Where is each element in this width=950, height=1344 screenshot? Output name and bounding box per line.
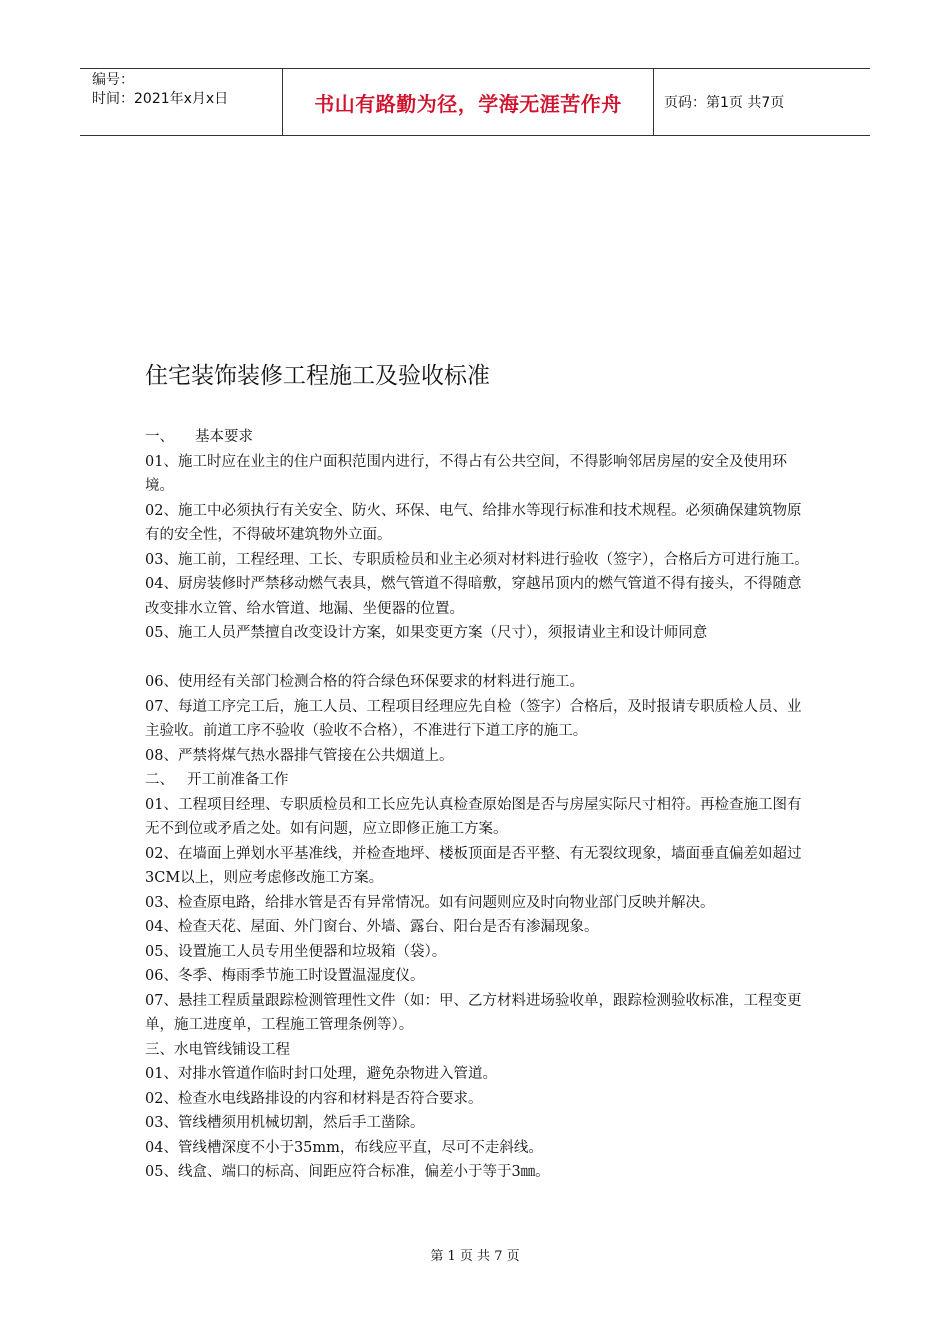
section-heading-1 — [145, 425, 810, 450]
section-heading-2 — [145, 768, 810, 793]
list-item: 02、施工中必须执行有关安全、防火、环保、电气、给排水等现行标准和技术规程。必须确保建筑物原有的安全性，不得破坏建筑物外立面。 — [145, 502, 802, 543]
list-item: 03、检查原电路，给排水管是否有异常情况。如有问题则应及时向物业部门反映并解决。 — [145, 894, 715, 911]
list-item: 05、施工人员严禁擅自改变设计方案，如果变更方案（尺寸），须报请业主和设计师同意 — [145, 625, 708, 641]
list-item: 04、厨房装修时严禁移动燃气表具，燃气管道不得暗敷，穿越吊顶内的燃气管道不得有接头，不得随意改变排水立管、给水管道、地漏、坐便器的位置。 — [145, 576, 802, 617]
list-item: 06、使用经有关部门检测合格的符合绿色环保要求的材料进行施工。 — [145, 674, 584, 690]
header-page-info-cell — [654, 69, 870, 135]
list-item: 05、线盒、端口的标高、间距应符合标准，偏差小于等于3㎜。 — [145, 1164, 550, 1180]
list-item: 02、检查水电线路排设的内容和材料是否符合要求。 — [145, 1090, 483, 1107]
section-heading-3: 三、水电管线铺设工程 — [145, 1041, 290, 1058]
list-item: 03、施工前，工程经理、工长、专职质检员和业主必须对材料进行验收（签字），合格后方可进行施工。 — [145, 551, 809, 568]
header-meta — [80, 69, 282, 135]
list-item: 04、管线槽深度不小于35mm，布线应平直，尽可不走斜线。 — [145, 1139, 543, 1156]
blank-line — [145, 646, 810, 671]
list-item: 05、设置施工人员专用坐便器和垃圾箱（袋）。 — [145, 943, 447, 960]
list-item: 07、每道工序完工后，施工人员、工程项目经理应先自检（签字）合格后，及时报请专职质检人员、业主验收。前道工序不验收（验收不合格），不准进行下道工序的施工。 — [145, 698, 802, 739]
section-number: 一、 — [145, 429, 174, 445]
list-item: 02、在墙面上弹划水平基准线，并检查地坪、楼板顶面是否平整、有无裂纹现象，墙面垂直偏差如超过3CM以上，则应考虑修改施工方案。 — [145, 845, 802, 886]
list-item: 06、冬季、梅雨季节施工时设置温湿度仪。 — [145, 968, 425, 984]
doc-time-label: 时间：2021年x月x日 — [92, 91, 229, 107]
section-number: 二、 — [145, 772, 174, 788]
doc-number-label: 编号： — [92, 72, 134, 88]
list-item: 01、工程项目经理、专职质检员和工长应先认真检查原始图是否与房屋实际尺寸相符。再检查施工图有无不到位或矛盾之处。如有问题，应立即修正施工方案。 — [145, 796, 802, 837]
list-item: 04、检查天花、屋面、外门窗台、外墙、露台、阳台是否有渗漏现象。 — [145, 919, 599, 935]
document-title: 住宅装饰装修工程施工及验收标准 — [145, 363, 490, 389]
document-body — [145, 425, 810, 1185]
list-item: 01、对排水管道作临时封口处理，避免杂物进入管道。 — [145, 1066, 497, 1082]
list-item: 07、悬挂工程质量跟踪检测管理性文件（如：甲、乙方材料进场验收单，跟踪检测验收标准，工程变更单，施工进度单，工程施工管理条例等）。 — [145, 992, 802, 1033]
header-motto-cell — [282, 69, 654, 135]
header-page-info: 页码：第1页 共7页 — [664, 95, 785, 111]
page-footer: 第 1 页 共 7 页 — [430, 1249, 520, 1264]
list-item: 03、管线槽须用机械切割，然后手工凿除。 — [145, 1115, 425, 1131]
list-item: 01、施工时应在业主的住户面积范围内进行，不得占有公共空间，不得影响邻居房屋的安全及使用环境。 — [145, 453, 787, 494]
header-motto: 书山有路勤为径，学海无涯苦作舟 — [314, 91, 622, 116]
list-item: 08、严禁将煤气热水器排气管接在公共烟道上。 — [145, 747, 454, 764]
section-title: 基本要求 — [195, 429, 253, 445]
section-title: 开工前准备工作 — [187, 772, 289, 788]
page-header — [80, 68, 870, 136]
